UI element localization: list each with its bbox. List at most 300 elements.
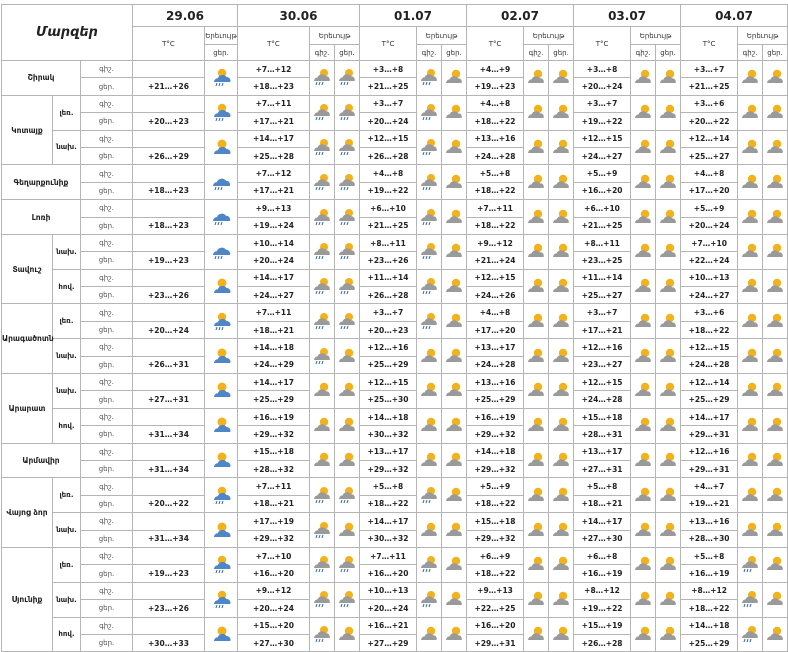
temperature-cell: +20…+24 bbox=[238, 600, 310, 617]
day-weather-icon bbox=[656, 95, 681, 130]
temperature-cell: +5…+9 bbox=[467, 478, 524, 495]
temperature-cell: +24…+28 bbox=[467, 147, 524, 164]
temperature-cell: +4…+9 bbox=[467, 61, 524, 78]
day-weather-icon bbox=[335, 130, 360, 165]
night-weather-icon bbox=[524, 617, 549, 652]
day-weather-icon bbox=[656, 478, 681, 513]
night-weather-icon bbox=[417, 200, 442, 235]
night-weather-icon bbox=[310, 617, 335, 652]
time-of-day: գիշ. bbox=[81, 443, 133, 460]
night-weather-icon bbox=[524, 513, 549, 548]
temperature-cell: +18…+22 bbox=[467, 217, 524, 234]
temperature-cell bbox=[133, 374, 205, 391]
night-weather-icon bbox=[524, 478, 549, 513]
temperature-cell: +25…+30 bbox=[360, 391, 417, 408]
night-weather-icon bbox=[417, 547, 442, 582]
temperature-cell: +20…+24 bbox=[238, 252, 310, 269]
temperature-cell: +25…+27 bbox=[574, 287, 631, 304]
temperature-cell: +3…+6 bbox=[681, 95, 738, 112]
temperature-cell: +27…+31 bbox=[574, 460, 631, 477]
temperature-cell: +14…+18 bbox=[360, 408, 417, 425]
night-weather-icon bbox=[417, 617, 442, 652]
zone-name: նախ. bbox=[53, 513, 81, 548]
night-weather-icon bbox=[738, 200, 763, 235]
day-weather-icon bbox=[656, 304, 681, 339]
sky-column-header: Երեւույթ bbox=[524, 27, 574, 45]
temperature-cell: +12…+14 bbox=[681, 130, 738, 147]
time-of-day: գիշ. bbox=[81, 130, 133, 147]
weather-icon bbox=[205, 339, 238, 374]
temperature-cell: +17…+20 bbox=[681, 182, 738, 199]
zone-name: նախ. bbox=[53, 339, 81, 374]
night-weather-icon bbox=[524, 582, 549, 617]
time-of-day: ցեր. bbox=[81, 287, 133, 304]
sky-column-header: Երեւույթ bbox=[738, 27, 788, 45]
day-weather-icon bbox=[549, 582, 574, 617]
night-weather-icon bbox=[524, 61, 549, 96]
temperature-cell: +24…+27 bbox=[681, 287, 738, 304]
temperature-cell: +17…+21 bbox=[238, 182, 310, 199]
day-weather-icon bbox=[656, 61, 681, 96]
temperature-cell: +29…+32 bbox=[467, 530, 524, 547]
day-weather-icon bbox=[763, 547, 788, 582]
temperature-cell: +18…+22 bbox=[467, 113, 524, 130]
night-weather-icon bbox=[417, 234, 442, 269]
table-row bbox=[2, 304, 788, 321]
temperature-cell: +7…+12 bbox=[238, 61, 310, 78]
day-weather-icon bbox=[442, 304, 467, 339]
header-row-dates bbox=[2, 5, 788, 27]
region-name: Սյունիք bbox=[2, 547, 53, 651]
temperature-cell: +18…+22 bbox=[467, 495, 524, 512]
day-weather-icon bbox=[549, 269, 574, 304]
temperature-cell: +16…+19 bbox=[574, 565, 631, 582]
night-weather-icon bbox=[738, 234, 763, 269]
zone-name: նախ. bbox=[53, 130, 81, 165]
region-name: Վայոց ձոր bbox=[2, 478, 53, 548]
night-subheader: գիշ. bbox=[524, 45, 549, 61]
day-weather-icon bbox=[763, 234, 788, 269]
temperature-cell: +20…+24 bbox=[681, 217, 738, 234]
weather-icon bbox=[205, 130, 238, 165]
night-weather-icon bbox=[310, 478, 335, 513]
day-weather-icon bbox=[549, 617, 574, 652]
temperature-cell bbox=[133, 165, 205, 182]
day-weather-icon bbox=[656, 234, 681, 269]
day-weather-icon bbox=[656, 200, 681, 235]
time-of-day: գիշ. bbox=[81, 617, 133, 634]
temperature-cell: +12…+15 bbox=[574, 130, 631, 147]
day-weather-icon bbox=[549, 443, 574, 478]
date-header: 03.07 bbox=[574, 5, 681, 27]
temperature-cell: +13…+17 bbox=[360, 443, 417, 460]
table-row bbox=[2, 582, 788, 599]
temperature-cell: +7…+11 bbox=[467, 200, 524, 217]
temperature-cell: +3…+6 bbox=[681, 304, 738, 321]
temperature-cell: +30…+32 bbox=[360, 426, 417, 443]
time-of-day: գիշ. bbox=[81, 234, 133, 251]
weather-icon bbox=[205, 547, 238, 582]
night-subheader: գիշ. bbox=[631, 45, 656, 61]
time-of-day: ցեր. bbox=[81, 252, 133, 269]
table-row bbox=[2, 339, 788, 356]
temperature-cell: +17…+20 bbox=[467, 321, 524, 338]
temperature-cell: +19…+24 bbox=[238, 217, 310, 234]
night-weather-icon bbox=[738, 443, 763, 478]
table-row bbox=[2, 478, 788, 495]
region-name: Շիրակ bbox=[2, 61, 81, 96]
temperature-cell: +29…+31 bbox=[467, 634, 524, 651]
time-of-day: ցեր. bbox=[81, 530, 133, 547]
day-weather-icon bbox=[442, 61, 467, 96]
temperature-cell: +18…+21 bbox=[574, 495, 631, 512]
temperature-cell: +16…+21 bbox=[360, 617, 417, 634]
day-weather-icon bbox=[335, 200, 360, 235]
night-weather-icon bbox=[310, 61, 335, 96]
region-name: Տավուշ bbox=[2, 234, 53, 304]
zone-name: նախ. bbox=[53, 374, 81, 409]
temperature-cell: +8…+11 bbox=[574, 234, 631, 251]
night-subheader: գիշ. bbox=[310, 45, 335, 61]
temperature-cell: +29…+32 bbox=[467, 426, 524, 443]
temperature-cell: +12…+15 bbox=[360, 374, 417, 391]
night-weather-icon bbox=[524, 547, 549, 582]
temperature-cell: +24…+28 bbox=[681, 356, 738, 373]
day-weather-icon bbox=[335, 165, 360, 200]
temperature-cell: +20…+23 bbox=[133, 113, 205, 130]
temperature-cell: +27…+31 bbox=[133, 391, 205, 408]
night-weather-icon bbox=[524, 374, 549, 409]
time-of-day: ցեր. bbox=[81, 182, 133, 199]
temperature-cell: +18…+23 bbox=[133, 217, 205, 234]
night-weather-icon bbox=[631, 408, 656, 443]
temperature-cell: +23…+26 bbox=[133, 600, 205, 617]
night-weather-icon bbox=[417, 374, 442, 409]
night-weather-icon bbox=[417, 478, 442, 513]
weather-icon bbox=[205, 617, 238, 652]
region-name: Արարատ bbox=[2, 374, 53, 444]
time-of-day: գիշ. bbox=[81, 339, 133, 356]
sky-column-header: Երեւույթ bbox=[310, 27, 360, 45]
date-header: 29.06 bbox=[133, 5, 238, 27]
day-weather-icon bbox=[442, 582, 467, 617]
day-weather-icon bbox=[335, 95, 360, 130]
temperature-cell: +20…+23 bbox=[360, 321, 417, 338]
temperature-cell bbox=[133, 547, 205, 564]
temperature-cell bbox=[133, 304, 205, 321]
weather-icon bbox=[205, 234, 238, 269]
temperature-cell: +19…+21 bbox=[681, 495, 738, 512]
temperature-cell: +5…+8 bbox=[681, 547, 738, 564]
temperature-cell: +7…+11 bbox=[238, 304, 310, 321]
weather-icon bbox=[205, 478, 238, 513]
temperature-cell: +6…+9 bbox=[467, 547, 524, 564]
temperature-cell: +9…+13 bbox=[467, 582, 524, 599]
day-weather-icon bbox=[763, 617, 788, 652]
temperature-cell: +18…+21 bbox=[238, 495, 310, 512]
table-row bbox=[2, 165, 788, 182]
temperature-cell: +24…+27 bbox=[238, 287, 310, 304]
temperature-cell: +25…+27 bbox=[681, 147, 738, 164]
temperature-cell: +12…+15 bbox=[681, 339, 738, 356]
table-row bbox=[2, 547, 788, 564]
weather-icon bbox=[205, 304, 238, 339]
night-weather-icon bbox=[631, 582, 656, 617]
table-title: Մարզեր bbox=[2, 5, 133, 61]
weather-icon bbox=[205, 374, 238, 409]
zone-name: հով. bbox=[53, 617, 81, 652]
night-weather-icon bbox=[631, 478, 656, 513]
temperature-cell: +27…+30 bbox=[574, 530, 631, 547]
temperature-cell: +3…+7 bbox=[360, 95, 417, 112]
day-weather-icon bbox=[549, 95, 574, 130]
temperature-cell: +14…+18 bbox=[238, 339, 310, 356]
region-name: Լոռի bbox=[2, 200, 81, 235]
temperature-cell: +18…+22 bbox=[681, 600, 738, 617]
temperature-cell: +16…+19 bbox=[467, 408, 524, 425]
day-weather-icon bbox=[763, 304, 788, 339]
night-weather-icon bbox=[310, 165, 335, 200]
night-weather-icon bbox=[738, 547, 763, 582]
day-weather-icon bbox=[335, 408, 360, 443]
weather-icon bbox=[205, 582, 238, 617]
temperature-cell: +11…+14 bbox=[360, 269, 417, 286]
night-weather-icon bbox=[524, 304, 549, 339]
day-weather-icon bbox=[549, 513, 574, 548]
night-weather-icon bbox=[417, 95, 442, 130]
sky-column-header: Երեւույթ bbox=[205, 27, 238, 45]
time-of-day: գիշ. bbox=[81, 165, 133, 182]
night-subheader: գիշ. bbox=[738, 45, 763, 61]
time-of-day: ցեր. bbox=[81, 78, 133, 95]
temperature-cell bbox=[133, 269, 205, 286]
day-subheader: ցեր. bbox=[335, 45, 360, 61]
time-of-day: գիշ. bbox=[81, 547, 133, 564]
temperature-cell: +13…+16 bbox=[467, 374, 524, 391]
temperature-cell: +5…+9 bbox=[574, 165, 631, 182]
table-row bbox=[2, 269, 788, 286]
temperature-cell: +19…+22 bbox=[574, 600, 631, 617]
temperature-cell: +25…+28 bbox=[238, 147, 310, 164]
temperature-cell: +16…+19 bbox=[238, 408, 310, 425]
temperature-cell: +22…+24 bbox=[681, 252, 738, 269]
temperature-cell: +16…+20 bbox=[467, 617, 524, 634]
temperature-cell: +9…+12 bbox=[467, 234, 524, 251]
night-weather-icon bbox=[738, 478, 763, 513]
temperature-cell: +18…+22 bbox=[360, 495, 417, 512]
temperature-cell: +5…+9 bbox=[681, 200, 738, 217]
night-weather-icon bbox=[524, 165, 549, 200]
day-subheader: ցեր. bbox=[549, 45, 574, 61]
temperature-cell: +30…+32 bbox=[360, 530, 417, 547]
temperature-cell: +20…+24 bbox=[133, 321, 205, 338]
day-weather-icon bbox=[442, 443, 467, 478]
temperature-cell bbox=[133, 130, 205, 147]
date-header: 01.07 bbox=[360, 5, 467, 27]
temperature-cell: +14…+18 bbox=[681, 617, 738, 634]
date-header: 30.06 bbox=[238, 5, 360, 27]
temperature-cell: +16…+20 bbox=[360, 565, 417, 582]
night-weather-icon bbox=[417, 269, 442, 304]
temperature-cell: +12…+14 bbox=[681, 374, 738, 391]
temperature-cell: +19…+22 bbox=[574, 113, 631, 130]
table-row bbox=[2, 95, 788, 112]
temperature-cell: +15…+18 bbox=[467, 513, 524, 530]
time-of-day: ցեր. bbox=[81, 426, 133, 443]
time-of-day: գիշ. bbox=[81, 61, 133, 78]
day-weather-icon bbox=[442, 339, 467, 374]
temperature-cell: +20…+22 bbox=[681, 113, 738, 130]
day-weather-icon bbox=[549, 374, 574, 409]
temperature-cell: +12…+16 bbox=[574, 339, 631, 356]
temperature-cell: +12…+15 bbox=[467, 269, 524, 286]
day-weather-icon bbox=[442, 234, 467, 269]
night-weather-icon bbox=[631, 443, 656, 478]
day-weather-icon bbox=[335, 547, 360, 582]
table-row bbox=[2, 617, 788, 634]
temperature-cell: +8…+12 bbox=[574, 582, 631, 599]
night-weather-icon bbox=[310, 513, 335, 548]
night-weather-icon bbox=[631, 269, 656, 304]
temperature-cell: +24…+26 bbox=[467, 287, 524, 304]
night-weather-icon bbox=[631, 304, 656, 339]
time-of-day: ցեր. bbox=[81, 356, 133, 373]
temperature-cell: +28…+30 bbox=[681, 530, 738, 547]
night-weather-icon bbox=[417, 582, 442, 617]
time-of-day: գիշ. bbox=[81, 582, 133, 599]
day-weather-icon bbox=[656, 617, 681, 652]
table-row bbox=[2, 513, 788, 530]
night-weather-icon bbox=[417, 443, 442, 478]
day-weather-icon bbox=[763, 130, 788, 165]
temperature-cell: +22…+25 bbox=[467, 600, 524, 617]
day-weather-icon bbox=[656, 130, 681, 165]
temperature-cell: +29…+32 bbox=[360, 460, 417, 477]
temperature-cell: +26…+31 bbox=[133, 356, 205, 373]
night-weather-icon bbox=[310, 130, 335, 165]
zone-name: լեռ. bbox=[53, 304, 81, 339]
night-weather-icon bbox=[310, 234, 335, 269]
temperature-cell: +26…+28 bbox=[360, 147, 417, 164]
night-weather-icon bbox=[310, 443, 335, 478]
day-weather-icon bbox=[656, 408, 681, 443]
weather-icon bbox=[205, 443, 238, 478]
temperature-cell bbox=[133, 513, 205, 530]
temperature-cell: +19…+23 bbox=[133, 252, 205, 269]
night-weather-icon bbox=[524, 408, 549, 443]
temperature-cell: +14…+17 bbox=[681, 408, 738, 425]
day-weather-icon bbox=[549, 234, 574, 269]
temperature-cell: +29…+32 bbox=[238, 530, 310, 547]
day-weather-icon bbox=[442, 165, 467, 200]
temperature-cell: +29…+31 bbox=[681, 460, 738, 477]
temperature-cell: +3…+8 bbox=[574, 61, 631, 78]
day-weather-icon bbox=[549, 339, 574, 374]
night-subheader: գիշ. bbox=[417, 45, 442, 61]
temperature-cell: +21…+26 bbox=[133, 78, 205, 95]
night-weather-icon bbox=[631, 513, 656, 548]
day-weather-icon bbox=[335, 269, 360, 304]
night-weather-icon bbox=[738, 374, 763, 409]
day-weather-icon bbox=[656, 582, 681, 617]
day-weather-icon bbox=[335, 617, 360, 652]
night-weather-icon bbox=[310, 408, 335, 443]
temperature-cell: +20…+24 bbox=[360, 600, 417, 617]
temperature-cell: +6…+8 bbox=[574, 547, 631, 564]
day-weather-icon bbox=[549, 547, 574, 582]
night-weather-icon bbox=[738, 408, 763, 443]
night-weather-icon bbox=[417, 304, 442, 339]
night-weather-icon bbox=[631, 95, 656, 130]
weather-icon bbox=[205, 408, 238, 443]
temperature-cell: +4…+8 bbox=[467, 95, 524, 112]
temperature-cell: +21…+25 bbox=[681, 78, 738, 95]
day-weather-icon bbox=[442, 269, 467, 304]
table-row bbox=[2, 374, 788, 391]
temperature-cell: +3…+7 bbox=[360, 304, 417, 321]
day-weather-icon bbox=[763, 61, 788, 96]
day-weather-icon bbox=[549, 408, 574, 443]
temperature-cell: +27…+30 bbox=[238, 634, 310, 651]
night-weather-icon bbox=[310, 547, 335, 582]
day-weather-icon bbox=[549, 130, 574, 165]
night-weather-icon bbox=[631, 339, 656, 374]
temperature-cell: +18…+22 bbox=[467, 182, 524, 199]
temperature-cell: +18…+23 bbox=[133, 182, 205, 199]
temperature-cell: +20…+24 bbox=[360, 113, 417, 130]
night-weather-icon bbox=[417, 339, 442, 374]
temperature-cell: +16…+20 bbox=[574, 182, 631, 199]
temperature-cell: +14…+17 bbox=[574, 513, 631, 530]
table-row bbox=[2, 408, 788, 425]
temp-column-header: T°C bbox=[681, 27, 738, 61]
time-of-day: ցեր. bbox=[81, 321, 133, 338]
day-weather-icon bbox=[335, 513, 360, 548]
temperature-cell: +3…+7 bbox=[681, 61, 738, 78]
night-weather-icon bbox=[524, 269, 549, 304]
time-of-day: ցեր. bbox=[81, 113, 133, 130]
temperature-cell: +17…+21 bbox=[574, 321, 631, 338]
day-weather-icon bbox=[335, 61, 360, 96]
temperature-cell: +24…+29 bbox=[238, 356, 310, 373]
day-weather-icon bbox=[442, 408, 467, 443]
temperature-cell: +16…+19 bbox=[681, 565, 738, 582]
temperature-cell: +9…+12 bbox=[238, 582, 310, 599]
day-weather-icon bbox=[549, 61, 574, 96]
region-name: Արագածոտն bbox=[2, 304, 53, 374]
temp-column-header: T°C bbox=[133, 27, 205, 61]
day-weather-icon bbox=[549, 478, 574, 513]
temperature-cell: +29…+32 bbox=[467, 460, 524, 477]
night-weather-icon bbox=[417, 130, 442, 165]
temperature-cell: +31…+34 bbox=[133, 530, 205, 547]
night-weather-icon bbox=[310, 582, 335, 617]
day-subheader: ցեր. bbox=[442, 45, 467, 61]
temperature-cell: +21…+25 bbox=[360, 217, 417, 234]
temperature-cell: +31…+34 bbox=[133, 460, 205, 477]
temperature-cell: +4…+7 bbox=[681, 478, 738, 495]
temp-column-header: T°C bbox=[467, 27, 524, 61]
temperature-cell: +25…+29 bbox=[238, 391, 310, 408]
temperature-cell: +15…+18 bbox=[238, 443, 310, 460]
night-weather-icon bbox=[738, 165, 763, 200]
time-of-day: ցեր. bbox=[81, 460, 133, 477]
night-weather-icon bbox=[524, 200, 549, 235]
temperature-cell: +25…+29 bbox=[467, 391, 524, 408]
day-weather-icon bbox=[656, 374, 681, 409]
time-of-day: ցեր. bbox=[81, 495, 133, 512]
temperature-cell: +24…+27 bbox=[574, 147, 631, 164]
